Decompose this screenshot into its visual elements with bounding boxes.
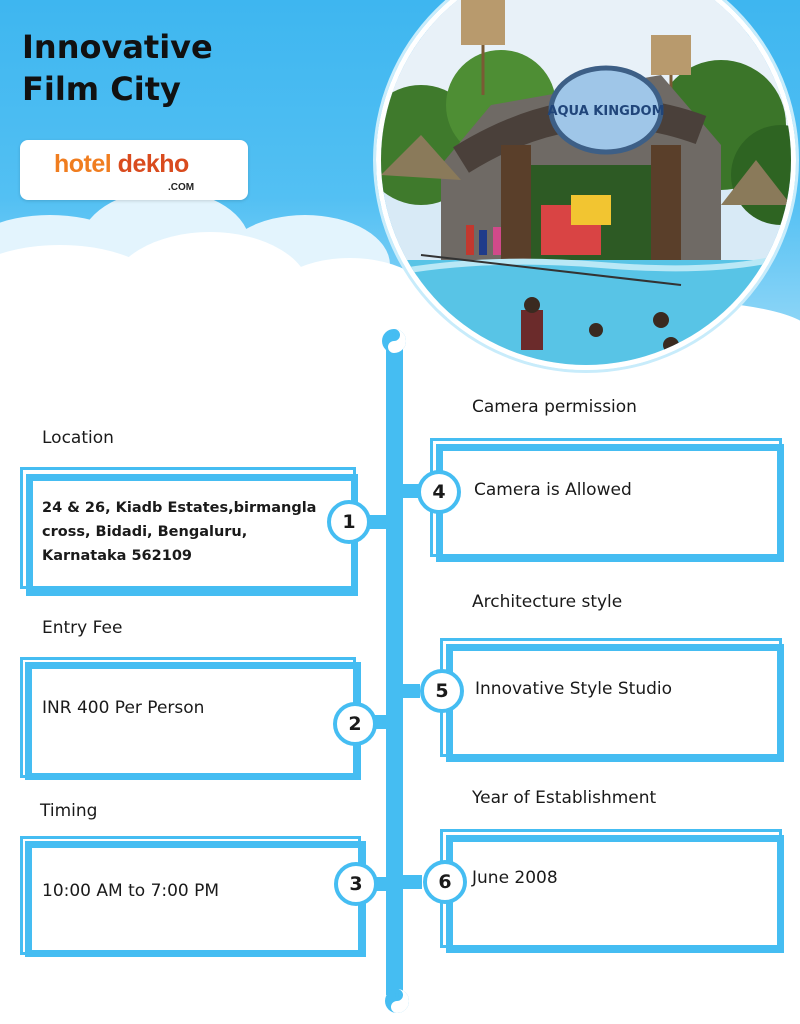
- item-4-label: Camera permission: [472, 397, 637, 417]
- item-3-label: Timing: [40, 801, 98, 821]
- number-badge-2: 2: [333, 702, 377, 746]
- item-3-value: 10:00 AM to 7:00 PM: [42, 881, 220, 901]
- yin-yang-icon: [384, 988, 410, 1014]
- item-2-value: INR 400 Per Person: [42, 698, 205, 718]
- title-line-1: Innovative: [22, 28, 213, 66]
- title-line-2: Film City: [22, 70, 181, 108]
- svg-text:AQUA KINGDOM: AQUA KINGDOM: [547, 104, 665, 119]
- yin-yang-icon: [381, 328, 407, 354]
- hoteldekho-logo[interactable]: [20, 140, 248, 200]
- item-6-label: Year of Establishment: [472, 788, 657, 808]
- item-2-label: Entry Fee: [42, 618, 123, 638]
- item-4-value: Camera is Allowed: [474, 480, 632, 500]
- branch-5: [400, 684, 420, 698]
- number-badge-4: 4: [417, 470, 461, 514]
- page-title: [22, 26, 322, 110]
- item-6-value: June 2008: [472, 868, 558, 888]
- branch-6: [400, 875, 422, 889]
- number-badge-3: 3: [334, 862, 378, 906]
- item-1-label: Location: [42, 428, 114, 448]
- item-5-value: Innovative Style Studio: [475, 679, 673, 699]
- item-5-label: Architecture style: [472, 592, 623, 612]
- timeline-spine: [386, 345, 403, 995]
- logo-wordmark: hotel dekho: [54, 150, 189, 178]
- number-badge-5: 5: [420, 669, 464, 713]
- number-badge-1: 1: [327, 500, 371, 544]
- number-badge-6: 6: [423, 860, 467, 904]
- logo-domain: .COM: [168, 182, 195, 193]
- item-1-value: 24 & 26, Kiadb Estates,birmangla cross, Bidadi, Bengaluru, Karnataka 562109: [42, 500, 317, 564]
